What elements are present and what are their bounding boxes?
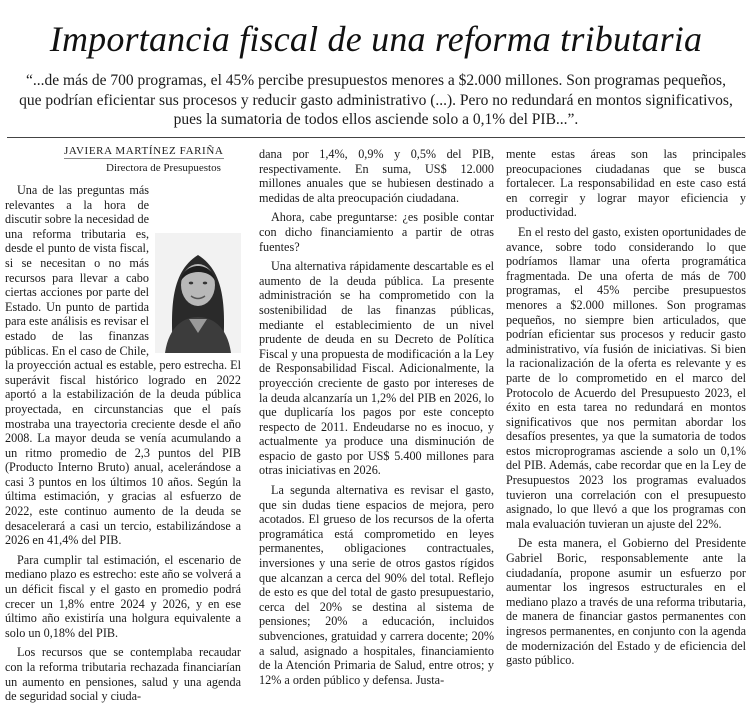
paragraph: mente estas áreas son las principales preocupaciones ciudadanas que se busca fortalecer. La responsabilidad en este caso está en corregir y lograr mayor eficiencia y productividad.: [506, 147, 746, 220]
pull-quote: “...de más de 700 programas, el 45% percibe presupuestos menores a $2.000 millones. Son programas pequeños, que podrían eficientar sus procesos y reducir gasto administrativo (...). Pero no redundará en montos significativos, pues la sumatoria de todos ellos asciende solo a 0,1% del PIB...”.: [19, 72, 733, 128]
paragraph: Ahora, cabe preguntarse: ¿es posible contar con dicho financiamiento a partir de otras fuentes?: [259, 210, 494, 254]
byline-divider: [64, 158, 224, 159]
paragraph: Una de las preguntas más relevantes a la hora de discutir sobre la necesidad de una reforma tributaria es, desde el punto de vista fiscal, si se necesitan o no más recursos para llevar a cabo ciertas acciones por parte del Estado. Un punto de partida para este análisis es revisar el estado de las finanzas públicas. En el caso de Chile, la proyección actual es estable, pero estrecha. El superávit fiscal histórico logrado en 2022 aportó a la estabilización de la deuda pública proyectada, en circunstancias que el país mostraba una trayectoria creciente desde el año 2008. La mayor deuda se venía acumulando a un ritmo promedio de 2,3 puntos del PIB (Producto Interno Bruto) anual, acelerándose a casi 3 puntos en los últimos 10 años. Según la última estimación, y gracias al esfuerzo de 2022, este continuo aumento de la deuda se desacelerará a casi un tercio, estabilizándose a 2026 en 41,4% del PIB.: [5, 183, 241, 548]
article-column-3: [506, 147, 746, 673]
author-photo: [155, 233, 241, 353]
paragraph: Una alternativa rápidamente descartable es el aumento de la deuda pública. La presente administración se ha comprometido con la sostenibilidad de las finanzas públicas, mediante el establecimiento de un nivel prudente de deuda en su Decreto de Política Fiscal y una propuesta de modificación a la Ley de Responsabilidad Fiscal. Adicionalmente, la proyección creciente de gasto por intereses de la deuda alcanzaría un 1,2% del PIB en 2026, lo que duplicaría los pagos por este concepto respecto de 2011. Endeudarse no es inocuo, y actualmente ya produce una disminución de espacio de gasto por US$ 5.400 millones para otras iniciativas en 2026.: [259, 259, 494, 478]
header-divider: [7, 137, 745, 138]
paragraph: Para cumplir tal estimación, el escenario de mediano plazo es estrecho: este año se volverá a un déficit fiscal y el gasto en promedio podrá crecer un 1,8% entre 2024 y 2026, y en ese último año existiría una holgura equivalente a solo un 0,18% del PIB.: [5, 552, 241, 640]
author-portrait-icon: [155, 233, 241, 353]
paragraph: Los recursos que se contemplaba recaudar con la reforma tributaria rechazada financiarían un aumento en pensiones, salud y una agenda de seguridad social y ciuda-: [5, 645, 241, 704]
article-column-1: [5, 183, 241, 709]
paragraph: La segunda alternativa es revisar el gasto, que sin dudas tiene espacios de mejora, pero acotados. El grueso de los recursos de la oferta programática está comprometido en leyes permanentes, obligaciones contractuales, inversiones y una serie de otros gastos rígidos que alcanzan a cerca del 90% del total. Reflejo de esto es que del total de gasto presupuestario, cerca del 20% se destina al sistema de pensiones; 20% a educación, incluidos subvenciones, gratuidad y carrera docente; 20% a salud, asignado a hospitales, financiamiento de la Atención Primaria de Salud, entre otros; y 12% a orden público y defensa. Justa-: [259, 483, 494, 687]
article-column-2: [259, 147, 494, 692]
paragraph: En el resto del gasto, existen oportunidades de avance, sobre todo considerando lo que podríamos llamar una oferta programática fragmentada. De una oferta de más de 700 programas, el 45% percibe presupuestos menores a $2.000 millones. Son programas pequeños, no siempre bien articulados, que podrían eficientar sus procesos y reducir gasto administrativo, vía fusión de iniciativas. Si bien la racionalización de la oferta es relevante y es parte de lo comprometido en el marco del Protocolo de Acuerdo del Presupuesto 2023, el éxito en esta tarea no redundará en montos significativos que nos permitan abordar los desafíos presentes, ya que la sumatoria de todos estos microprogramas asciende a solo un 0,1% del PIB. Además, cabe recordar que en la Ley de Presupuestos 2023 los programas evaluados tuvieron una correlación con el presupuesto asignado, lo que llevó a que los programas con mala evaluación tuvieran un ajuste del 22%.: [506, 224, 746, 531]
paragraph: De esta manera, el Gobierno del Presidente Gabriel Boric, responsablemente ante la ciudadanía, propone asumir un esfuerzo por aumentar los ingresos estructurales en el mediano plazo a través de una reforma tributaria, de manera de financiar gastos permanentes con ingresos permanentes, en conjunto con la agenda de modernización del Estado y de eficiencia del gasto público.: [506, 536, 746, 668]
author-name: JAVIERA MARTÍNEZ FARIÑA: [64, 145, 224, 157]
headline: Importancia fiscal de una reforma tributaria: [49, 19, 703, 59]
paragraph: dana por 1,4%, 0,9% y 0,5% del PIB, respectivamente. En suma, US$ 12.000 millones anuales que se hubiesen destinado a medidas de alta preocupación ciudadana.: [259, 147, 494, 205]
author-role: Directora de Presupuestos: [106, 162, 221, 174]
